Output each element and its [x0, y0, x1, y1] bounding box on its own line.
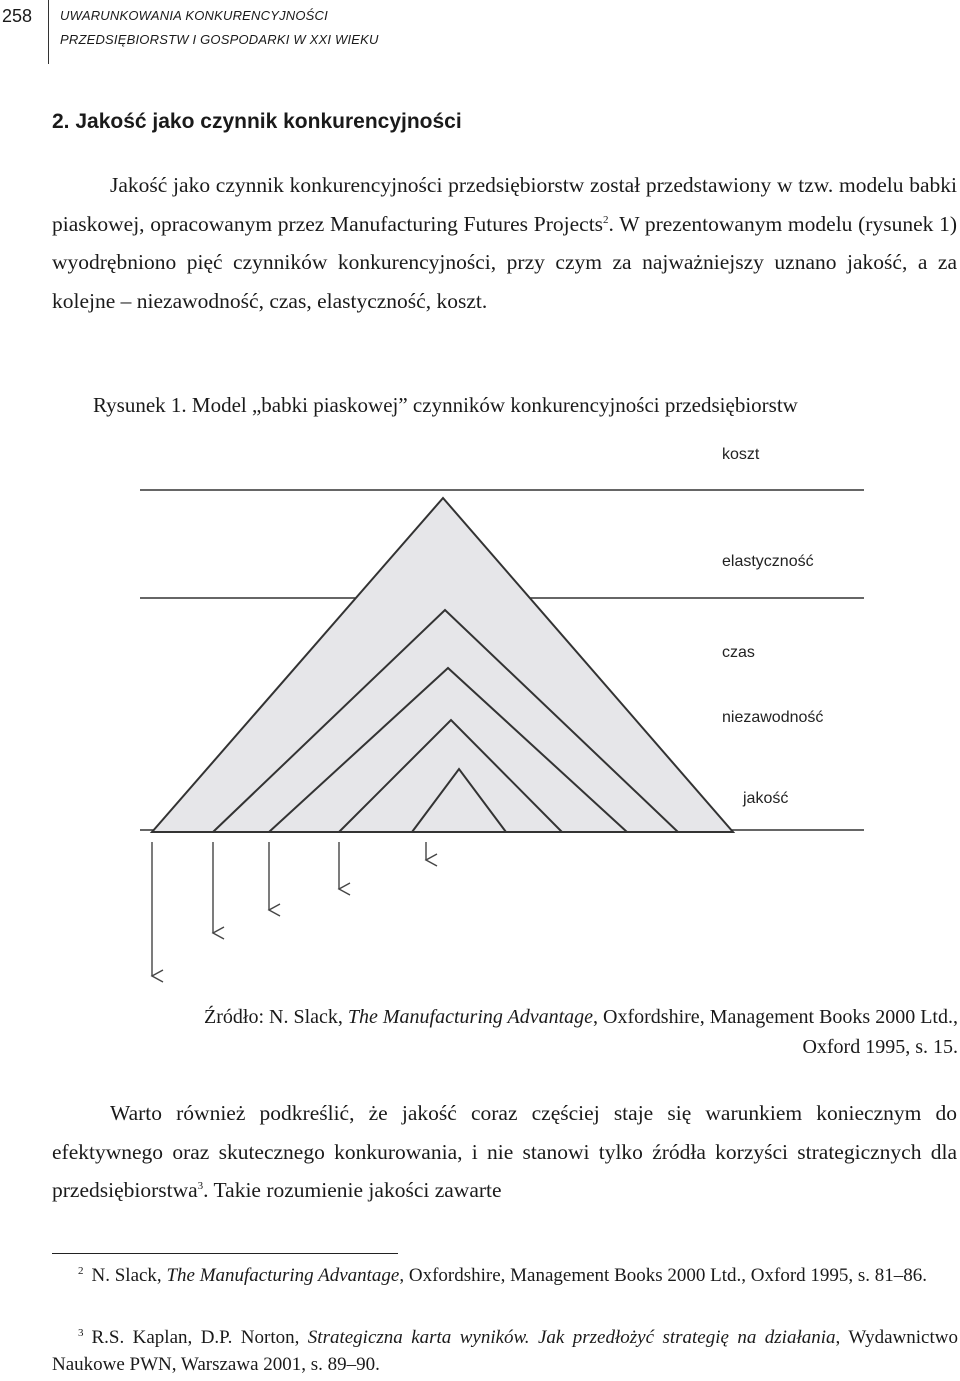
label-elastycznosc: elastyczność — [722, 553, 814, 570]
paragraph-1 — [52, 166, 957, 320]
section-title: 2. Jakość jako czynnik konkurencyjności — [52, 110, 462, 133]
paragraph-2-text-b: . Takie rozumienie jakości zawarte — [203, 1178, 502, 1202]
footnote-3-prefix: R.S. Kaplan, D.P. Norton, — [91, 1327, 308, 1348]
footnote-3-number: 3 — [78, 1326, 84, 1339]
running-head — [60, 4, 379, 52]
label-jakosc: jakość — [743, 790, 789, 807]
footnote-separator — [52, 1253, 398, 1254]
footnote-2-prefix: N. Slack, — [91, 1265, 167, 1286]
page-number: 258 — [2, 6, 33, 26]
footnote-3-title: Strategiczna karta wyników. Jak przedłożyć strategię na działania — [307, 1327, 836, 1348]
figure-source-line-2: Oxford 1995, s. 15. — [802, 1036, 958, 1058]
label-koszt: koszt — [722, 446, 760, 463]
label-niezawodnosc: niezawodność — [722, 709, 824, 726]
paragraph-1-text-a: Jakość jako czynnik konkurencyjności przedsiębiorstw został przedstawiony w tzw. modelu babki piaskowej, opracowanym przez Manufacturing Futures Projects — [52, 173, 957, 236]
header-divider — [48, 0, 49, 64]
figure-source-line-1 — [0, 1002, 958, 1032]
figure-source — [0, 1002, 958, 1062]
footnote-2-title: The Manufacturing Advantage — [166, 1265, 400, 1286]
footnote-ref-2[interactable]: 2 — [603, 213, 609, 226]
footnote-3-rest: , Wydawnictwo Naukowe PWN, Warszawa 2001, s. 89–90. — [52, 1327, 958, 1375]
figure-source-title: The Manufacturing Advantage — [347, 1006, 594, 1028]
footnote-2 — [52, 1262, 958, 1289]
footnote-ref-3[interactable]: 3 — [197, 1179, 204, 1192]
paragraph-2-text-a: Warto również podkreślić, że jakość coraz częściej staje się warunkiem koniecznym do efektywnego oraz skutecznego konkurowania, i nie stanowi tylko źródła korzyści strategicznych dla przedsiębiorstwa — [52, 1101, 957, 1202]
figure-source-rest: , Oxfordshire, Management Books 2000 Ltd., — [593, 1006, 958, 1028]
footnote-3 — [52, 1324, 958, 1378]
figure-caption: Rysunek 1. Model „babki piaskowej” czynników konkurencyjności przedsiębiorstw — [93, 393, 798, 417]
paragraph-1-text-b: . W prezentowanym modelu (rysunek 1) wyodrębniono pięć czynników konkurencyjności, przy czym za najważniejszy uznano jakość, a za kolejne – niezawodność, czas, elastyczność, koszt. — [52, 211, 958, 313]
running-head-line-2: PRZEDSIĘBIORSTW I GOSPODARKI W XXI WIEKU — [60, 32, 379, 47]
paragraph-2 — [52, 1094, 957, 1210]
footnote-2-number: 2 — [78, 1264, 84, 1277]
label-czas: czas — [722, 644, 755, 661]
running-head-line-1: UWARUNKOWANIA KONKURENCYJNOŚCI — [60, 8, 328, 23]
sand-cone-figure — [0, 430, 960, 990]
footnote-2-rest: , Oxfordshire, Management Books 2000 Ltd., Oxford 1995, s. 81–86. — [399, 1265, 928, 1286]
figure-source-prefix: Źródło: N. Slack, — [204, 1006, 348, 1028]
